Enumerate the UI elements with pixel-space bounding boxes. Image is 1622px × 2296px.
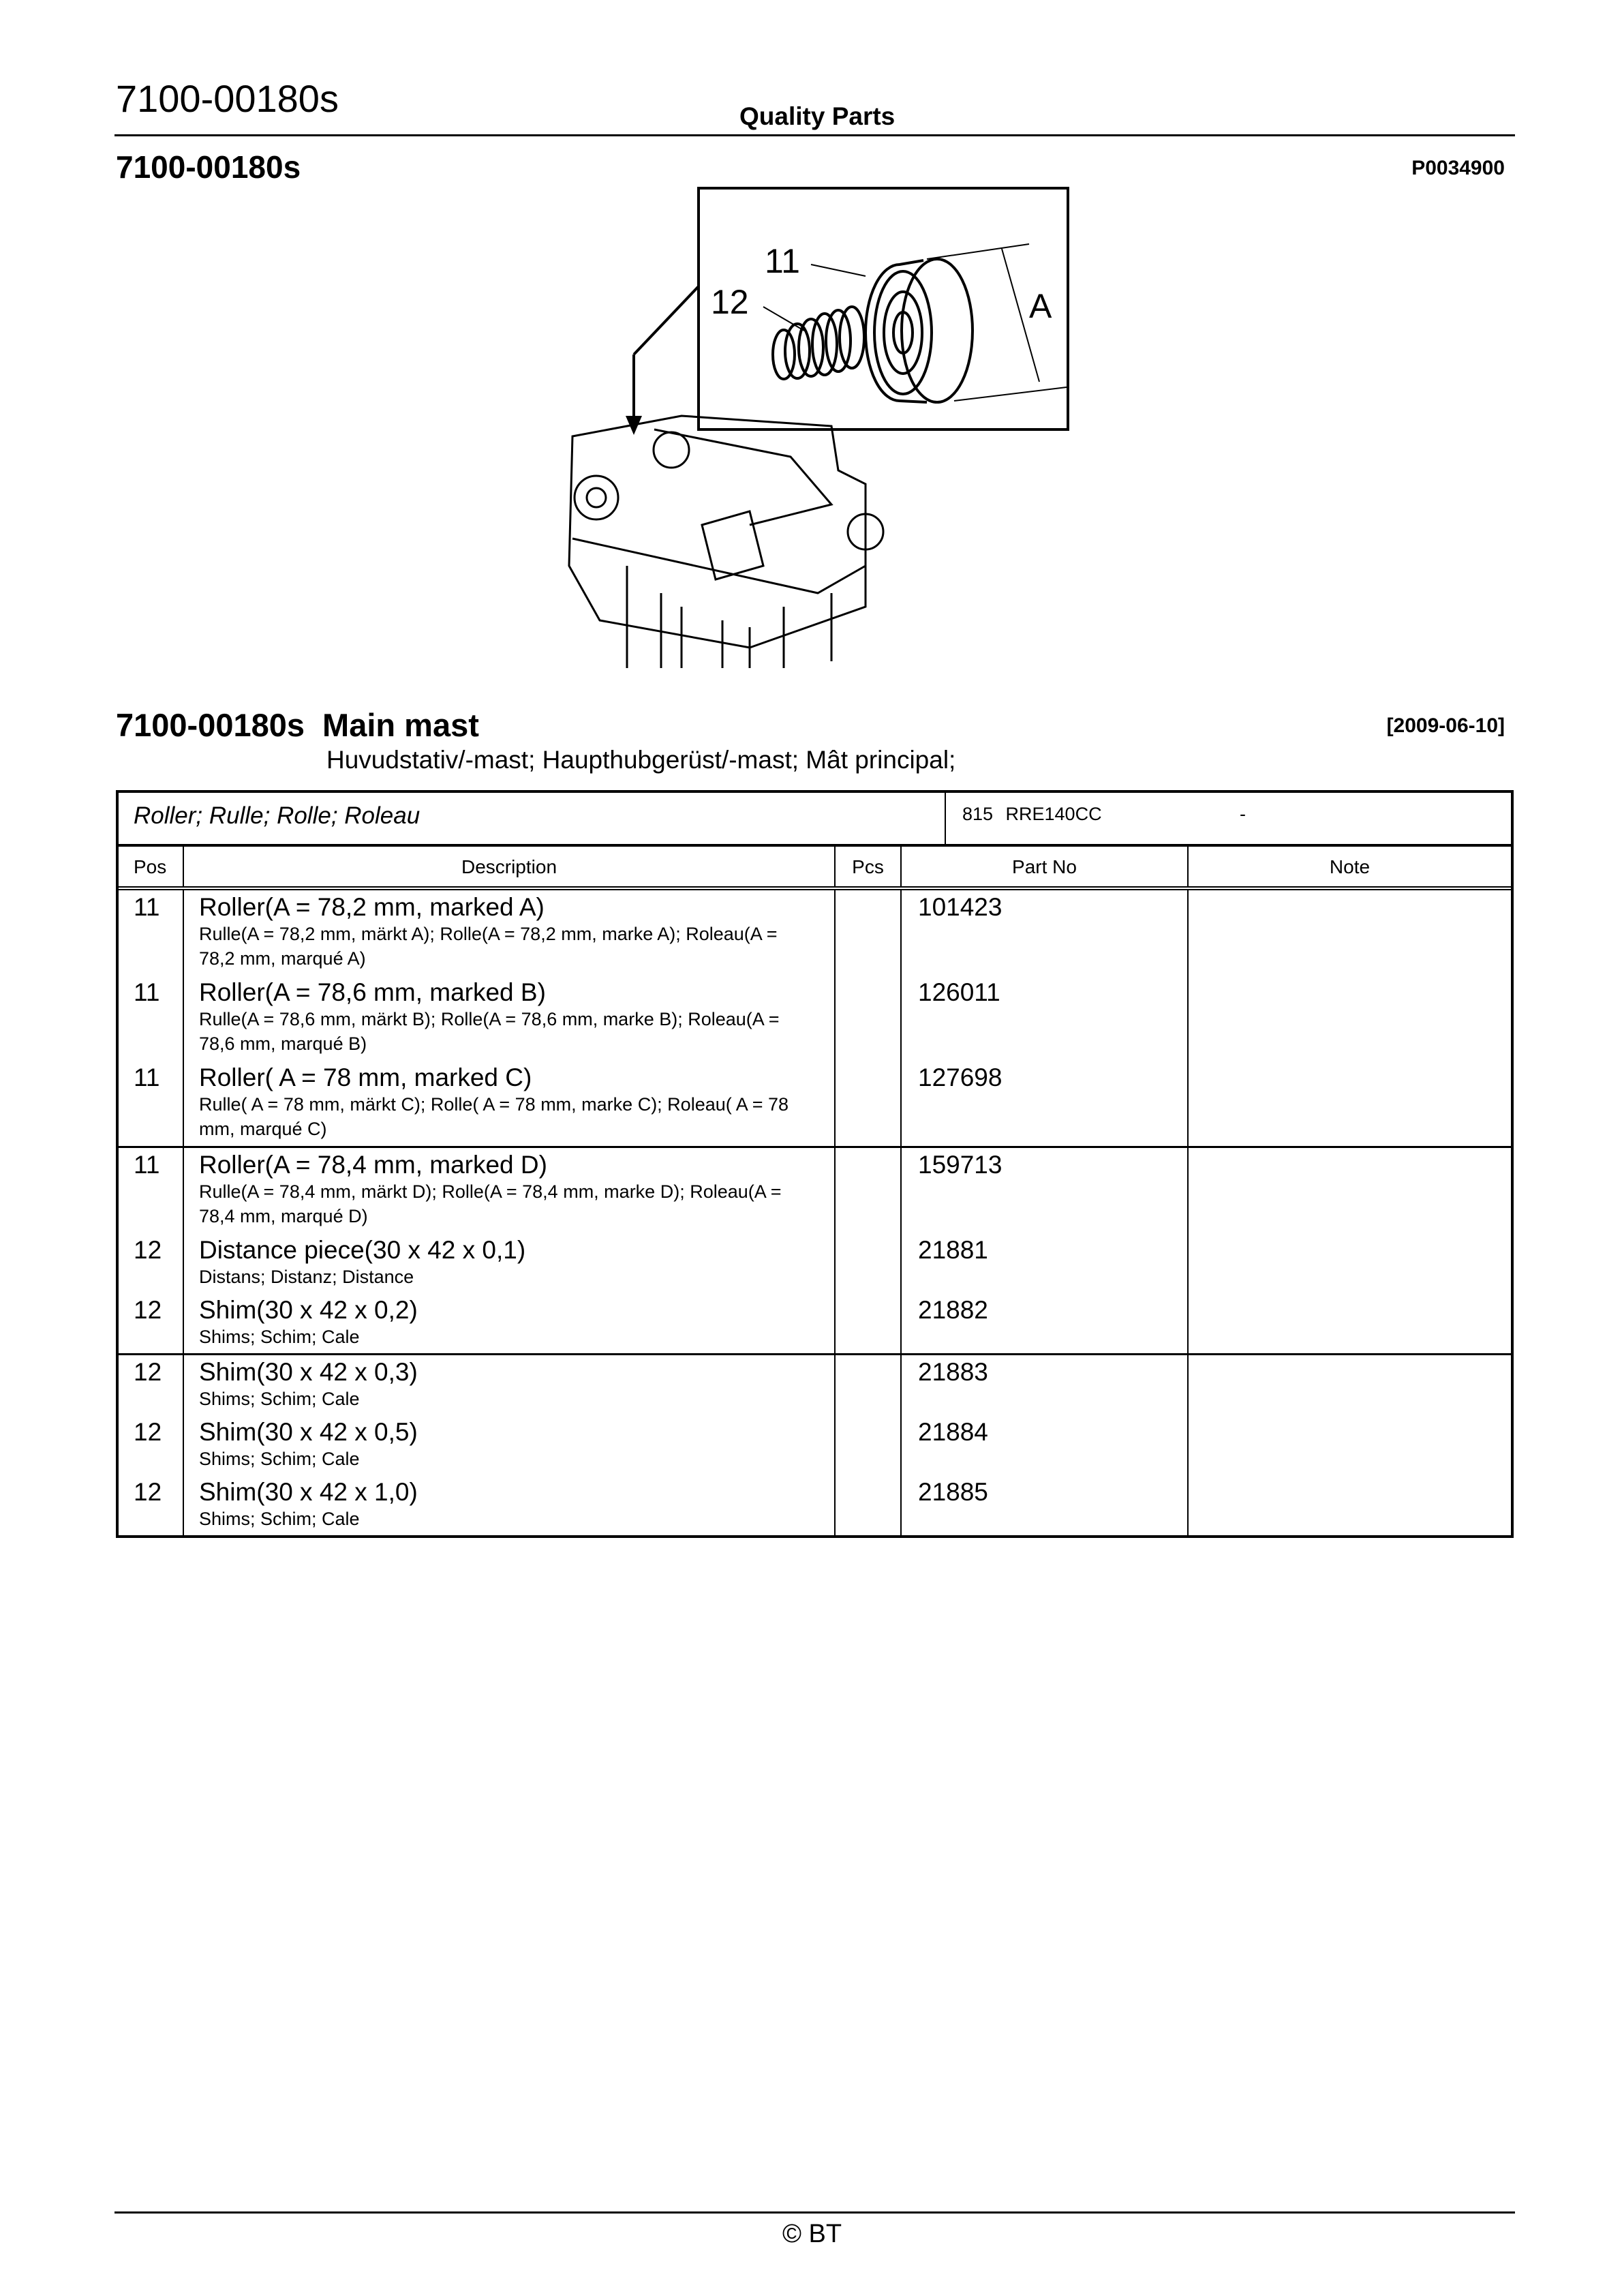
description-translations: Shims; Schim; Cale [199, 1509, 360, 1529]
cell-pos: 12 [119, 1355, 184, 1415]
cell-part-no: 21881 [902, 1233, 1189, 1293]
table-row [119, 1148, 1511, 1233]
part-list-title [116, 706, 497, 744]
group-title: Roller; Rulle; Rolle; Roleau [119, 793, 946, 844]
group-model-info [946, 793, 1511, 844]
cell-pos: 12 [119, 1475, 184, 1535]
cell-note [1189, 1293, 1511, 1353]
group-code: 815 [962, 804, 994, 824]
table-row-group [119, 890, 1511, 1148]
description-text: Shim(30 x 42 x 0,5) [199, 1418, 418, 1446]
cell-pcs [836, 1355, 902, 1415]
exploded-view-illustration [545, 184, 1090, 675]
group-header [119, 793, 1511, 847]
cell-pos: 12 [119, 1293, 184, 1353]
cell-pcs [836, 890, 902, 976]
cell-description [184, 976, 836, 1061]
copyright: © BT [782, 2220, 842, 2248]
group-model: RRE140CC [1005, 804, 1102, 824]
cell-pos: 11 [119, 1148, 184, 1233]
cell-note [1189, 1148, 1511, 1233]
description-translations: Rulle(A = 78,4 mm, märkt D); Rolle(A = 78,4 mm, marke D); Roleau(A = 78,4 mm, marqué D) [199, 1181, 782, 1226]
cell-note [1189, 890, 1511, 976]
description-translations: Shims; Schim; Cale [199, 1449, 360, 1469]
table-row [119, 1061, 1511, 1146]
cell-part-no: 21885 [902, 1475, 1189, 1535]
cell-pcs [836, 1148, 902, 1233]
cell-description [184, 890, 836, 976]
description-text: Shim(30 x 42 x 0,3) [199, 1358, 418, 1386]
cell-note [1189, 1233, 1511, 1293]
cell-part-no: 126011 [902, 976, 1189, 1061]
column-header-description: Description [184, 847, 836, 886]
table-row [119, 890, 1511, 976]
cell-note [1189, 1475, 1511, 1535]
picture-number: P0034900 [1411, 157, 1505, 179]
group-extra: - [1240, 804, 1246, 824]
description-text: Distance piece(30 x 42 x 0,1) [199, 1236, 526, 1264]
cell-part-no: 159713 [902, 1148, 1189, 1233]
cell-description [184, 1293, 836, 1353]
description-text: Roller(A = 78,4 mm, marked D) [199, 1151, 547, 1179]
cell-note [1189, 1355, 1511, 1415]
cell-pos: 11 [119, 1061, 184, 1146]
cell-pcs [836, 976, 902, 1061]
header-title: Quality Parts [739, 102, 896, 130]
table-row [119, 1293, 1511, 1353]
document-id: 7100-00180s [116, 77, 339, 120]
cell-note [1189, 976, 1511, 1061]
description-text: Roller(A = 78,2 mm, marked A) [199, 893, 545, 921]
cell-note [1189, 1415, 1511, 1475]
table-row [119, 1355, 1511, 1415]
column-header-pos: Pos [119, 847, 184, 886]
footer-divider [114, 2211, 1515, 2214]
cell-part-no: 101423 [902, 890, 1189, 976]
cell-part-no: 127698 [902, 1061, 1189, 1146]
cell-description [184, 1355, 836, 1415]
table-row [119, 1415, 1511, 1475]
cell-description [184, 1061, 836, 1146]
table-body [119, 890, 1511, 1535]
cell-pos: 11 [119, 890, 184, 976]
cell-description [184, 1415, 836, 1475]
part-list-translations: Huvudstativ/-mast; Haupthubgerüst/-mast; Mât principal; [326, 746, 956, 774]
column-header-note: Note [1329, 856, 1371, 877]
description-translations: Shims; Schim; Cale [199, 1389, 360, 1409]
table-row-group [119, 1148, 1511, 1355]
description-text: Roller(A = 78,6 mm, marked B) [199, 978, 546, 1006]
cell-pcs [836, 1293, 902, 1353]
cell-pcs [836, 1475, 902, 1535]
cell-description [184, 1148, 836, 1233]
table-row [119, 1475, 1511, 1535]
section-id: 7100-00180s [116, 149, 301, 185]
description-translations: Rulle(A = 78,2 mm, märkt A); Rolle(A = 78,2 mm, marke A); Roleau(A = 78,2 mm, marqué A) [199, 924, 778, 969]
part-list-name: Main mast [322, 707, 479, 743]
cell-pos: 12 [119, 1233, 184, 1293]
cell-pos: 12 [119, 1415, 184, 1475]
part-list-id: 7100-00180s [116, 707, 305, 743]
description-translations: Shims; Schim; Cale [199, 1327, 360, 1347]
cell-description [184, 1233, 836, 1293]
cell-note [1189, 1061, 1511, 1146]
cell-pcs [836, 1415, 902, 1475]
description-translations: Rulle(A = 78,6 mm, märkt B); Rolle(A = 78,6 mm, marke B); Roleau(A = 78,6 mm, marqué B) [199, 1009, 780, 1054]
callout-12: 12 [711, 283, 749, 321]
table-row [119, 976, 1511, 1061]
table-row [119, 1233, 1511, 1293]
cell-pcs [836, 1061, 902, 1146]
cell-part-no: 21884 [902, 1415, 1189, 1475]
callout-11: 11 [765, 242, 800, 280]
cell-pcs [836, 1233, 902, 1293]
description-text: Roller( A = 78 mm, marked C) [199, 1063, 532, 1091]
column-header-part-no: Part No [902, 847, 1189, 886]
column-header-pcs: Pcs [836, 847, 902, 886]
callout-a: A [1029, 287, 1052, 325]
description-translations: Distans; Distanz; Distance [199, 1267, 414, 1287]
parts-table [116, 790, 1514, 1538]
cell-description [184, 1475, 836, 1535]
table-row-group [119, 1355, 1511, 1535]
table-header-row [119, 847, 1511, 890]
description-text: Shim(30 x 42 x 0,2) [199, 1296, 418, 1324]
part-list-date: [2009-06-10] [1386, 714, 1505, 737]
header-divider [114, 134, 1515, 136]
cell-pos: 11 [119, 976, 184, 1061]
cell-part-no: 21882 [902, 1293, 1189, 1353]
cell-part-no: 21883 [902, 1355, 1189, 1415]
description-text: Shim(30 x 42 x 1,0) [199, 1478, 418, 1506]
description-translations: Rulle( A = 78 mm, märkt C); Rolle( A = 78 mm, marke C); Roleau( A = 78 mm, marqué C) [199, 1094, 789, 1139]
